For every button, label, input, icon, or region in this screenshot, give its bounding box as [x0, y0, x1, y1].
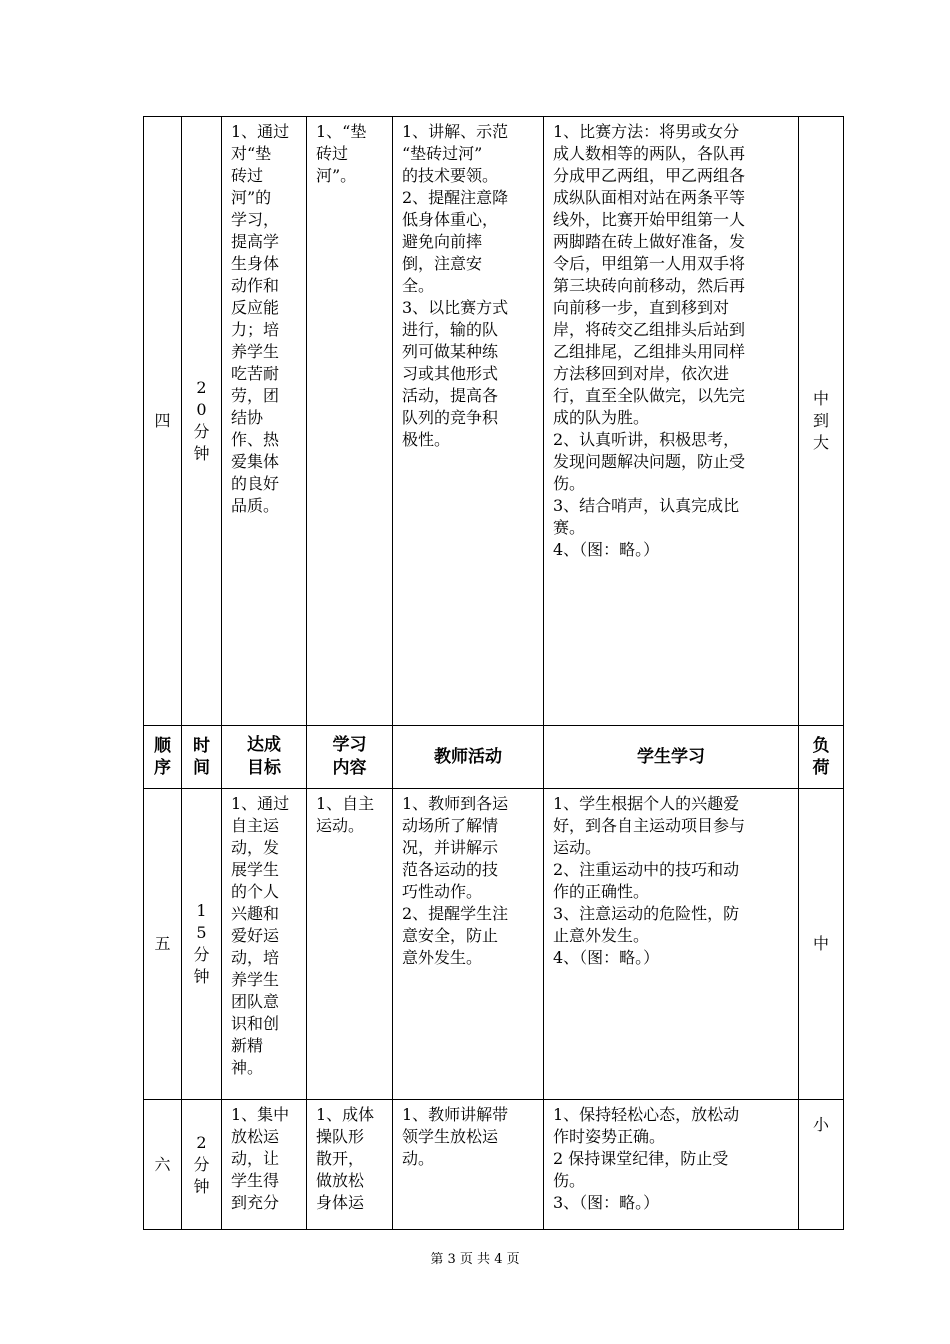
text-line: 况，并讲解示	[402, 838, 499, 857]
text-line: 动场所了解情	[402, 816, 499, 835]
text-line: 向前移一步，直到移到对	[553, 298, 730, 317]
text-line: 目标	[247, 758, 281, 778]
text-line: 到充分	[231, 1193, 280, 1212]
header-load: 负荷	[799, 726, 844, 789]
text-line: 反应能	[231, 298, 280, 317]
time-cell: 20分钟	[182, 117, 222, 726]
goal-cell	[222, 789, 307, 1100]
text-line: 分成甲乙两组，甲乙两组各	[553, 166, 746, 185]
text-line: 作、热	[231, 430, 280, 449]
text-line: 展学生	[231, 860, 280, 879]
text-line: 品质。	[231, 496, 280, 515]
text-line: 活动，提高各	[402, 386, 499, 405]
text-line: 成人数相等的两队，各队再	[553, 144, 746, 163]
goal-cell	[222, 117, 307, 726]
text-line: 2 保持课堂纪律，防止受	[553, 1149, 729, 1168]
text-line: 生身体	[231, 254, 280, 273]
text-line: 作的正确性。	[553, 882, 650, 901]
table-row-5	[144, 789, 844, 1100]
header-order: 顺序	[144, 726, 182, 789]
page-footer: 第 3 页 共 4 页	[430, 1252, 520, 1267]
lesson-plan-table	[143, 116, 844, 1230]
header-time: 时间	[182, 726, 222, 789]
text-line: 运动。	[316, 816, 365, 835]
text-line: 极性。	[402, 430, 451, 449]
text-line: 4、（图：略。）	[553, 948, 660, 967]
text-line: 河”的	[231, 188, 272, 207]
text-line: 动。	[402, 1149, 435, 1168]
text-line: 对“垫	[231, 144, 272, 163]
text-line: 岸，将砖交乙组排头后站到	[553, 320, 746, 339]
text-line: 止意外发生。	[553, 926, 650, 945]
student-learning-cell	[544, 1100, 799, 1230]
text-line: 作时姿势正确。	[553, 1127, 666, 1146]
goal-cell	[222, 1100, 307, 1230]
order-cell: 四	[144, 117, 182, 726]
text-line: 列可做某种练	[402, 342, 499, 361]
text-line: 兴趣和	[231, 904, 280, 923]
text-line: 令后，甲组第一人用双手将	[553, 254, 746, 273]
text-line: 成纵队面相对站在两条平等	[553, 188, 746, 207]
text-line: 发现问题解决问题，防止受	[553, 452, 746, 471]
content-cell	[307, 789, 393, 1100]
text-line: 养学生	[231, 342, 280, 361]
text-line: 识和创	[231, 1014, 280, 1033]
text-line: 动，发	[231, 838, 280, 857]
text-line: 全。	[402, 276, 435, 295]
header-student: 学生学习	[544, 726, 799, 789]
text-line: 3、结合哨声，认真完成比	[553, 496, 740, 515]
text-line: 1、讲解、示范	[402, 122, 509, 141]
table-row-6	[144, 1100, 844, 1230]
text-line: 2、注重运动中的技巧和动	[553, 860, 740, 879]
header-teacher: 教师活动	[393, 726, 544, 789]
text-line: 范各运动的技	[402, 860, 499, 879]
text-line: 放松运	[231, 1127, 280, 1146]
text-line: 1、教师到各运	[402, 794, 509, 813]
text-line: 行，直至全队做完，以先完	[553, 386, 746, 405]
text-line: 动，让	[231, 1149, 280, 1168]
text-line: 方法移回到对岸，依次进	[553, 364, 730, 383]
text-line: 操队形	[316, 1127, 365, 1146]
text-line: 内容	[332, 758, 367, 778]
text-line: 提高学	[231, 232, 280, 251]
text-line: 养学生	[231, 970, 280, 989]
text-line: 团队意	[231, 992, 280, 1011]
text-line: 的技术要领。	[402, 166, 499, 185]
text-line: 避免向前摔	[402, 232, 483, 251]
text-line: 1、“垫	[316, 122, 367, 141]
text-line: 伤。	[553, 1171, 586, 1190]
table-header-row	[144, 726, 844, 789]
text-line: 1、教师讲解带	[402, 1105, 509, 1124]
text-line: 散开，	[316, 1149, 365, 1168]
text-line: 领学生放松运	[402, 1127, 499, 1146]
order-cell: 六	[144, 1100, 182, 1230]
text-line: 2、提醒学生注	[402, 904, 509, 923]
text-line: 自主运	[231, 816, 280, 835]
text-line: 力；培	[231, 320, 280, 339]
text-line: 2、认真听讲，积极思考，	[553, 430, 740, 449]
text-line: 4、（图：略。）	[553, 540, 660, 559]
text-line: 河”。	[316, 166, 357, 185]
text-line: 1、比赛方法：将男或女分	[553, 122, 740, 141]
text-line: 新精	[231, 1036, 264, 1055]
text-line: 低身体重心，	[402, 210, 499, 229]
text-line: 1、集中	[231, 1105, 290, 1124]
teacher-activity-cell	[393, 789, 544, 1100]
text-line: 吃苦耐	[231, 364, 280, 383]
text-line: 两脚踏在砖上做好准备，发	[553, 232, 746, 251]
text-line: 成的队为胜。	[553, 408, 650, 427]
text-line: 赛。	[553, 518, 586, 537]
text-line: 身体运	[316, 1193, 365, 1212]
text-line: 进行，输的队	[402, 320, 499, 339]
text-line: 学生得	[231, 1171, 280, 1190]
text-line: 伤。	[553, 474, 586, 493]
text-line: 2、提醒注意降	[402, 188, 509, 207]
student-learning-cell	[544, 117, 799, 726]
text-line: “垫砖过河”	[402, 144, 483, 163]
text-line: 巧性动作。	[402, 882, 483, 901]
teacher-activity-cell	[393, 1100, 544, 1230]
text-line: 意外发生。	[402, 948, 483, 967]
text-line: 砖过	[316, 144, 349, 163]
text-line: 1、保持轻松心态，放松动	[553, 1105, 740, 1124]
text-line: 动，培	[231, 948, 280, 967]
text-line: 砖过	[231, 166, 264, 185]
text-line: 学习	[332, 735, 367, 755]
student-learning-cell	[544, 789, 799, 1100]
text-line: 做放松	[316, 1171, 365, 1190]
text-line: 1、自主	[316, 794, 375, 813]
text-line: 结协	[231, 408, 264, 427]
load-cell: 中到大	[799, 117, 844, 726]
text-line: 1、通过	[231, 794, 290, 813]
text-line: 3、以比赛方式	[402, 298, 509, 317]
time-cell: 15分钟	[182, 789, 222, 1100]
text-line: 神。	[231, 1058, 264, 1077]
text-line: 爱好运	[231, 926, 280, 945]
text-line: 的个人	[231, 882, 280, 901]
text-line: 学习，	[231, 210, 280, 229]
text-line: 意安全，防止	[402, 926, 499, 945]
text-line: 乙组排尾，乙组排头用同样	[553, 342, 746, 361]
text-line: 队列的竞争积	[402, 408, 499, 427]
text-line: 爱集体	[231, 452, 280, 471]
text-line: 3、（图：略。）	[553, 1193, 660, 1212]
text-line: 第三块砖向前移动，然后再	[553, 276, 746, 295]
content-cell	[307, 117, 393, 726]
header-content	[307, 726, 393, 789]
load-cell: 小	[799, 1100, 844, 1230]
time-cell: 2分钟	[182, 1100, 222, 1230]
text-line: 倒，注意安	[402, 254, 483, 273]
load-cell: 中	[799, 789, 844, 1100]
text-line: 好，到各自主运动项目参与	[553, 816, 746, 835]
text-line: 1、成体	[316, 1105, 375, 1124]
text-line: 3、注意运动的危险性，防	[553, 904, 740, 923]
text-line: 劳，团	[231, 386, 280, 405]
header-goal	[222, 726, 307, 789]
text-line: 动作和	[231, 276, 280, 295]
order-cell: 五	[144, 789, 182, 1100]
text-line: 运动。	[553, 838, 602, 857]
text-line: 的良好	[231, 474, 280, 493]
text-line: 习或其他形式	[402, 364, 499, 383]
text-line: 1、通过	[231, 122, 290, 141]
content-cell	[307, 1100, 393, 1230]
teacher-activity-cell	[393, 117, 544, 726]
text-line: 线外，比赛开始甲组第一人	[553, 210, 746, 229]
text-line: 1、学生根据个人的兴趣爱	[553, 794, 740, 813]
text-line: 达成	[247, 735, 281, 755]
table-row-4	[144, 117, 844, 726]
